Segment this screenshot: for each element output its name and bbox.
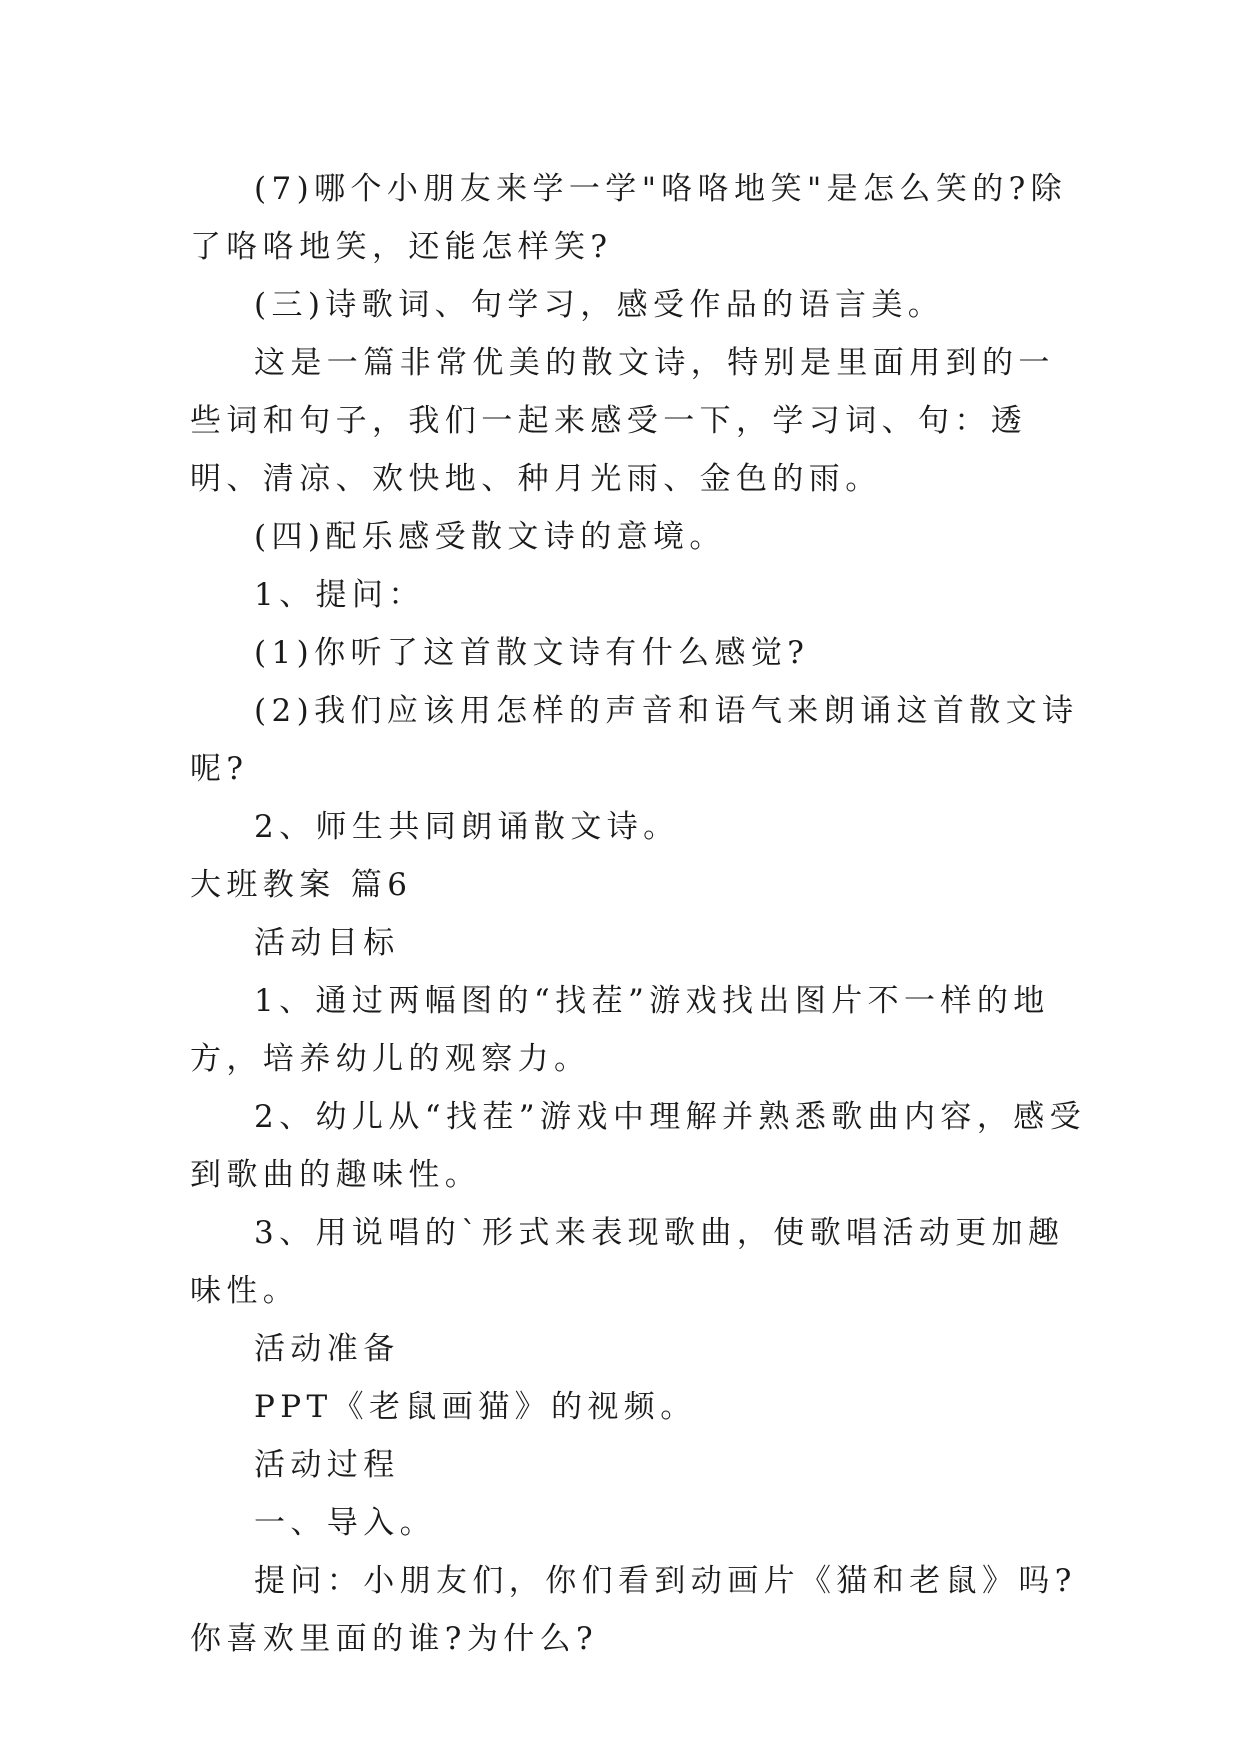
paragraph: 提问：小朋友们，你们看到动画片《猫和老鼠》吗?你喜欢里面的谁?为什么? [190,1563,1077,1657]
paragraph: 2、师生共同朗诵散文诗。 [254,809,680,845]
paragraph: (7)哪个小朋友来学一学"咯咯地笑"是怎么笑的?除了咯咯地笑，还能怎样笑? [190,171,1068,265]
paragraph: 1、提问： [254,577,425,613]
paragraph: (四)配乐感受散文诗的意境。 [254,519,726,555]
paragraph: 1、通过两幅图的“找茬”游戏找出图片不一样的地方，培养幼儿的观察力。 [190,983,1050,1077]
subheading: 活动目标 [254,925,400,961]
paragraph: (2)我们应该用怎样的声音和语气来朗诵这首散文诗呢? [190,693,1079,787]
subheading: 活动过程 [254,1447,400,1483]
paragraph: (三)诗歌词、句学习，感受作品的语言美。 [254,287,945,323]
paragraph: 2、幼儿从“找茬”游戏中理解并熟悉歌曲内容，感受到歌曲的趣味性。 [190,1099,1087,1193]
section-heading: 大班教案 篇6 [190,867,413,903]
paragraph: 3、用说唱的`形式来表现歌曲，使歌唱活动更加趣味性。 [190,1215,1065,1309]
paragraph: (1)你听了这首散文诗有什么感觉? [254,635,810,671]
paragraph: 一、导入。 [254,1505,436,1541]
paragraph: PPT《老鼠画猫》的视频。 [254,1389,697,1425]
paragraph: 这是一篇非常优美的散文诗，特别是里面用到的一些词和句子，我们一起来感受一下，学习词、句：透明、清凉、欢快地、种月光雨、金色的雨。 [190,345,1055,497]
subheading: 活动准备 [254,1331,400,1367]
document-body [190,160,1090,1668]
